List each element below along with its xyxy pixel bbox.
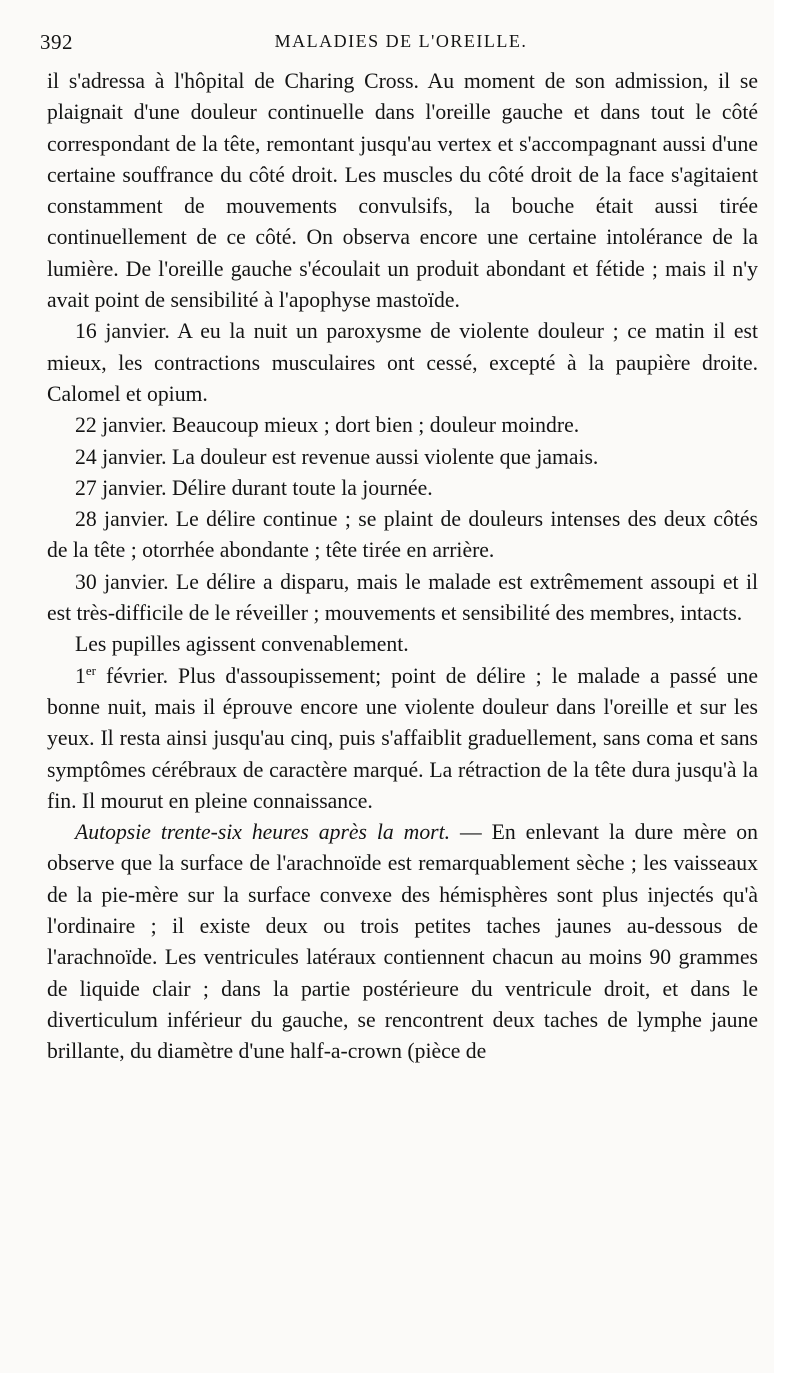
paragraph-16-janvier: 16 janvier. A eu la nuit un paroxysme de violente douleur ; ce matin il est mieux, les contractions musculaires ont cessé, excepté à la paupière droite. Calomel et opium.: [47, 319, 758, 406]
running-title: MALADIES DE L'OREILLE.: [274, 31, 528, 51]
date-day: 1: [75, 663, 86, 688]
paragraph-22-janvier: 22 janvier. Beaucoup mieux ; dort bien ; douleur moindre.: [75, 413, 580, 438]
paragraph-30-janvier: 30 janvier. Le délire a disparu, mais le malade est extrêmement assoupi et il est très-difficile de le réveiller ; mouvements et sensibilité des membres, intacts.: [47, 569, 758, 626]
page-number: 392: [40, 30, 73, 54]
paragraph-pupilles: Les pupilles agissent convenablement.: [75, 632, 409, 657]
paragraph-27-janvier: 27 janvier. Délire durant toute la journée.: [75, 475, 433, 500]
paragraph-continuation: il s'adressa à l'hôpital de Charing Cross. Au moment de son admission, il se plaignait d'une douleur continuelle dans l'oreille gauche et dans tout le côté correspondant de la tête, remontant jusqu'au vertex et s'accompagnant aussi d'une certaine souffrance du côté droit. Les muscles du côté droit de la face s'agitaient constamment de mouvements convulsifs, la bouche était aussi tirée continuellement de ce côté. On observa encore une certaine intolérance de la lumière. De l'oreille gauche s'écoulait un produit abondant et fétide ; mais il n'y avait point de sensibilité à l'apophyse mastoïde.: [47, 69, 758, 313]
page-header: [40, 30, 762, 60]
paragraph-1er-fevrier-text: février. Plus d'assoupissement; point de délire ; le malade a passé une bonne nuit, mais il éprouve encore une violente douleur dans l'oreille et sur les yeux. Il resta ainsi jusqu'au cinq, puis s'affaiblit graduellement, sans coma et sans symptômes cérébraux de caractère marqué. La rétraction de la tête dura jusqu'à la fin. Il mourut en pleine connaissance.: [47, 663, 758, 813]
ordinal-superscript: er: [85, 662, 96, 678]
paragraph-28-janvier: 28 janvier. Le délire continue ; se plaint de douleurs intenses des deux côtés de la tête ; otorrhée abondante ; tête tirée en arrière.: [47, 507, 758, 563]
autopsie-text: — En enlevant la dure mère on observe que la surface de l'arachnoïde est remarquablement sèche ; les vaisseaux de la pie-mère sur la surface convexe des hémisphères sont plus injectés qu'à l'ordinaire ; il existe deux ou trois petites taches jaunes au-dessous de l'arachnoïde. Les ventricules latéraux contiennent chacun au moins 90 grammes de liquide clair ; dans la partie postérieure du ventricule droit, et dans le diverticulum inférieur du gauche, se rencontrent deux taches de lymphe jaune brillante, du diamètre d'une half-a-crown (pièce de: [47, 820, 758, 1064]
paragraph-1er-fevrier: [47, 661, 758, 817]
body-text: [47, 66, 758, 1068]
paragraph-24-janvier: 24 janvier. La douleur est revenue aussi violente que jamais.: [75, 444, 599, 469]
autopsie-heading: Autopsie trente-six heures après la mort.: [75, 820, 451, 845]
paragraph-autopsie: [47, 817, 758, 1067]
